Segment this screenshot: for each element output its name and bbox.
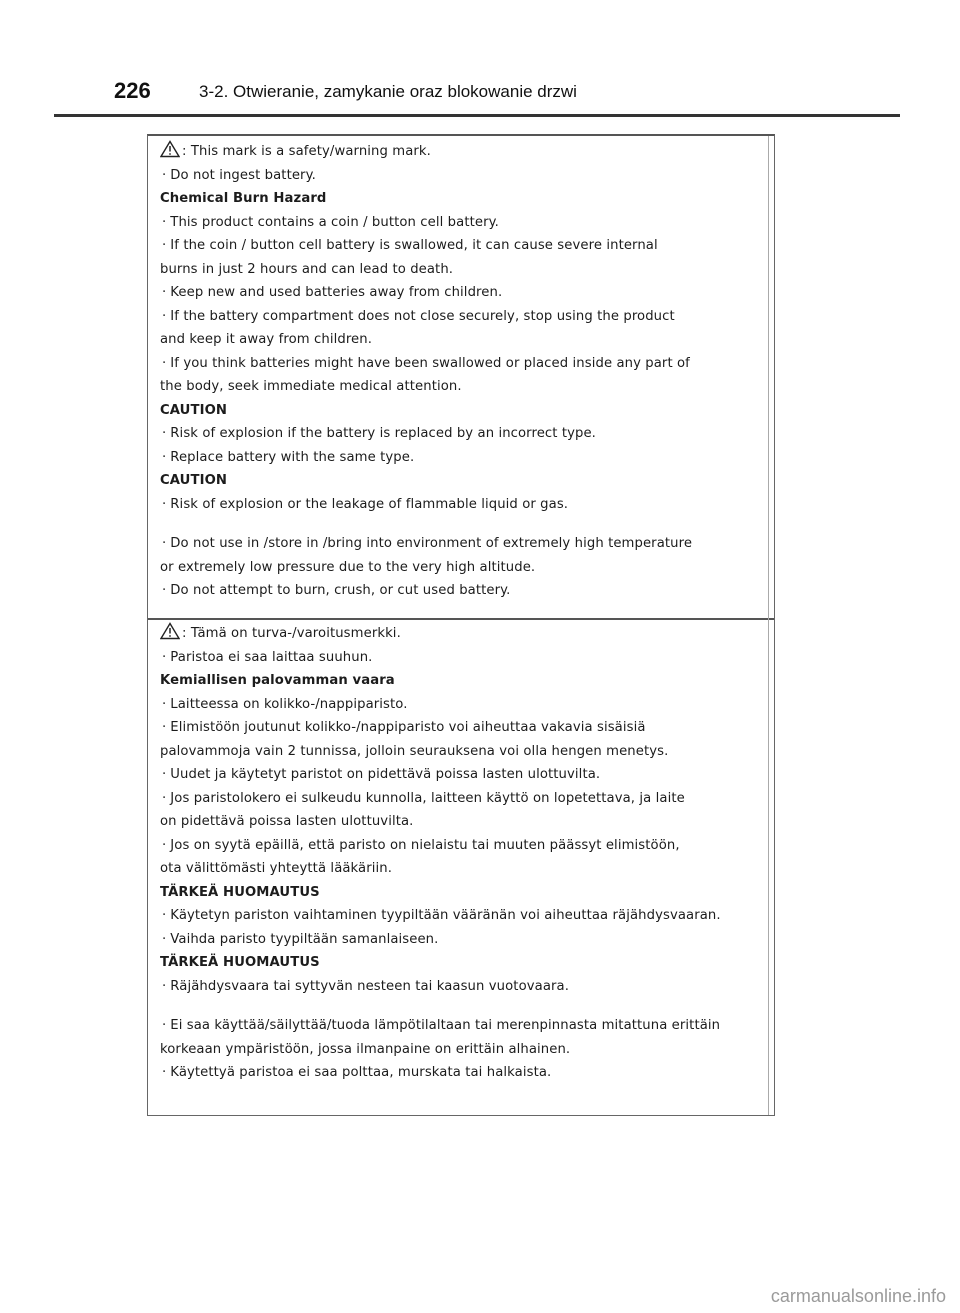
list-item: · Käytettyä paristoa ei saa polttaa, murskata tai halkaista.: [162, 1065, 552, 1080]
battery-warning-label: [147, 134, 775, 1116]
hazard-heading: Kemiallisen palovamman vaara: [160, 673, 395, 688]
list-item: · Laitteessa on kolikko-/nappiparisto.: [162, 696, 408, 712]
list-item: · If the battery compartment does not close securely, stop using the product: [162, 308, 675, 324]
list-item-continuation: on pidettävä poissa lasten ulottuvilta.: [160, 814, 414, 829]
safety-mark-text: : This mark is a safety/warning mark.: [182, 144, 431, 159]
caution-heading: TÄRKEÄ HUOMAUTUS: [160, 884, 320, 900]
list-item-continuation: palovammoja vain 2 tunnissa, jolloin seurauksena voi olla hengen menetys.: [160, 743, 669, 759]
caution-heading: TÄRKEÄ HUOMAUTUS: [160, 955, 320, 970]
list-item-continuation: or extremely low pressure due to the very high altitude.: [160, 559, 536, 575]
list-item-continuation: ota välittömästi yhteyttä lääkäriin.: [160, 861, 393, 876]
finnish-warning-panel: [148, 618, 775, 1085]
list-item: · This product contains a coin / button cell battery.: [162, 214, 499, 230]
list-item: · Elimistöön joutunut kolikko-/nappiparisto voi aiheuttaa vakavia sisäisiä: [162, 720, 646, 735]
list-item: · Räjähdysvaara tai syttyvän nesteen tai kaasun vuotovaara.: [162, 978, 570, 994]
list-item: · Käytetyn pariston vaihtaminen tyypiltään vääränän voi aiheuttaa räjähdysvaaran.: [162, 908, 721, 923]
warning-triangle-icon: [160, 140, 180, 158]
list-item: · Jos on syytä epäillä, että paristo on nielaistu tai muuten päässyt elimistöön,: [162, 837, 680, 853]
page-number: 226: [114, 78, 151, 103]
site-watermark: carmanualsonline.info: [770, 1286, 946, 1306]
list-item: · Vaihda paristo tyypiltään samanlaiseen.: [162, 931, 439, 947]
list-item: · Do not ingest battery.: [162, 167, 316, 183]
list-item: · Risk of explosion or the leakage of flammable liquid or gas.: [162, 496, 569, 512]
list-item: · Do not use in /store in /bring into environment of extremely high temperature: [162, 536, 693, 551]
hazard-heading: Chemical Burn Hazard: [160, 191, 327, 206]
list-item-continuation: burns in just 2 hours and can lead to death.: [160, 261, 454, 277]
caution-heading: CAUTION: [160, 473, 228, 488]
list-item: · Ei saa käyttää/säilyttää/tuoda lämpötilaltaan tai merenpinnasta mitattuna erittäin: [162, 1018, 721, 1033]
list-item: · Paristoa ei saa laittaa suuhun.: [162, 649, 373, 665]
safety-mark-line: [148, 622, 775, 646]
page-header: [54, 76, 900, 117]
section-title: 3-2. Otwieranie, zamykanie oraz blokowanie drzwi: [199, 82, 577, 101]
warning-triangle-icon: [160, 622, 180, 640]
list-item: · Do not attempt to burn, crush, or cut used battery.: [162, 583, 511, 598]
list-item: · Risk of explosion if the battery is replaced by an incorrect type.: [162, 426, 596, 441]
list-item: · If the coin / button cell battery is swallowed, it can cause severe internal: [162, 238, 658, 253]
list-item: · If you think batteries might have been swallowed or placed inside any part of: [162, 355, 690, 371]
list-item-continuation: the body, seek immediate medical attention.: [160, 379, 462, 394]
safety-mark-text: : Tämä on turva-/varoitusmerkki.: [182, 626, 401, 641]
list-item: · Replace battery with the same type.: [162, 449, 415, 465]
safety-mark-line: [148, 140, 764, 164]
list-item-continuation: korkeaan ympäristöön, jossa ilmanpaine on erittäin alhainen.: [160, 1041, 571, 1057]
english-warning-panel: [148, 140, 764, 603]
list-item: · Jos paristolokero ei sulkeudu kunnolla, laitteen käyttö on lopetettava, ja laite: [162, 790, 685, 806]
list-item-continuation: and keep it away from children.: [160, 332, 373, 347]
list-item: · Keep new and used batteries away from children.: [162, 285, 503, 300]
caution-heading: CAUTION: [160, 402, 228, 418]
list-item: · Uudet ja käytetyt paristot on pidettävä poissa lasten ulottuvilta.: [162, 767, 601, 782]
